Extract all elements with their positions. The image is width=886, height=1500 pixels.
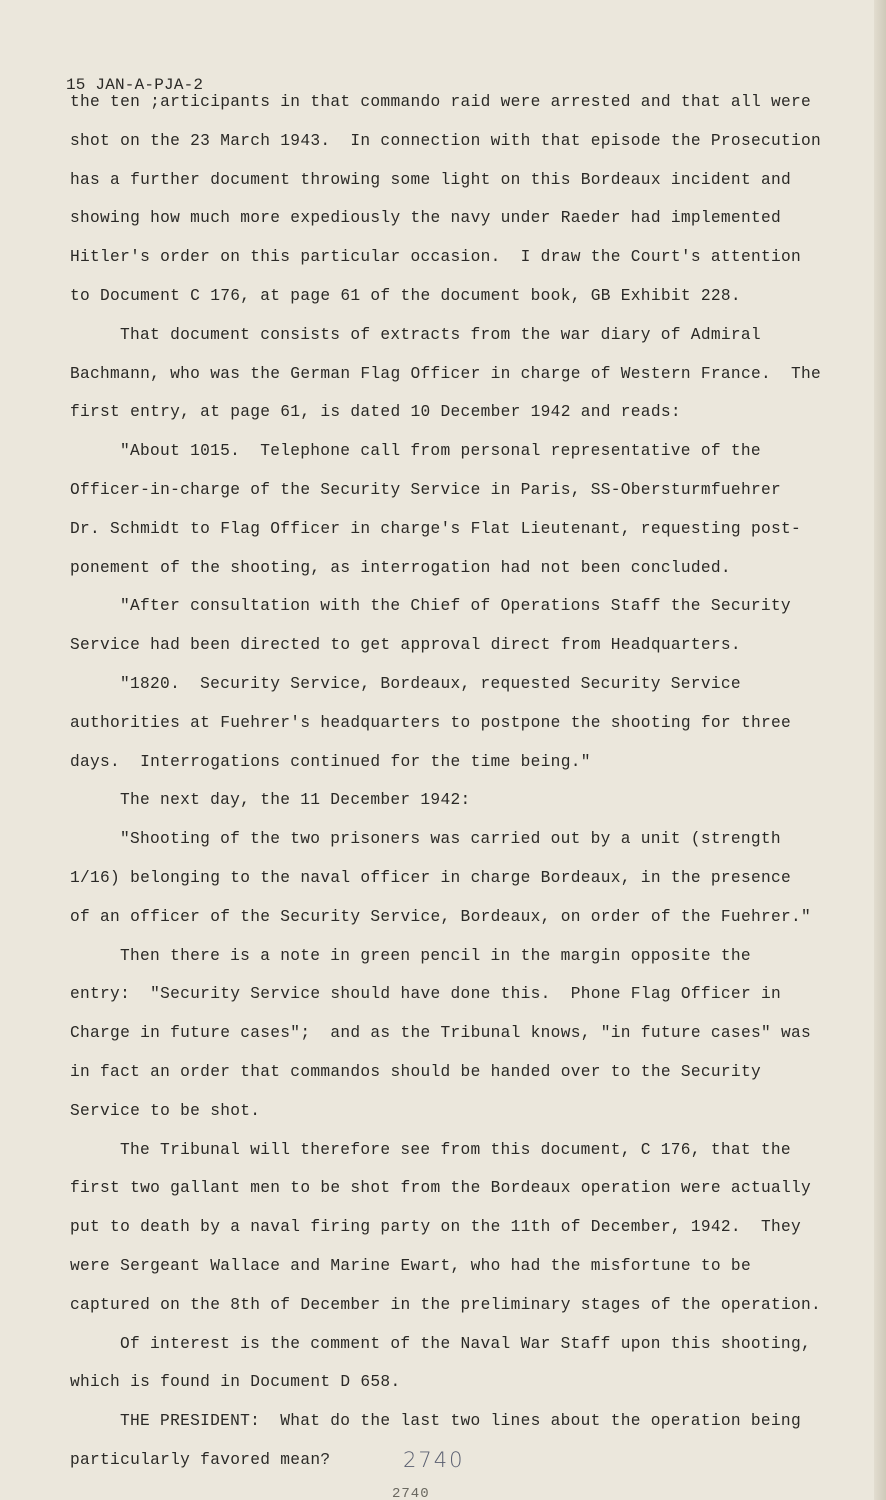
text-line: has a further document throwing some light on this Bordeaux incident and <box>70 170 792 189</box>
stamped-page-number: 2740 <box>392 1486 430 1500</box>
text-line: Of interest is the comment of the Naval War Staff upon this shooting, <box>120 1334 811 1353</box>
text-line: Service to be shot. <box>70 1101 261 1120</box>
text-line: The next day, the 11 December 1942: <box>120 791 471 810</box>
text-line: to Document C 176, at page 61 of the document book, GB Exhibit 228. <box>70 286 741 305</box>
text-line: put to death by a naval firing party on the 11th of December, 1942. They <box>70 1218 802 1237</box>
text-line: Then there is a note in green pencil in the margin opposite the <box>120 946 751 965</box>
text-line: in fact an order that commandos should be handed over to the Security <box>70 1062 761 1081</box>
document-header-id: 15 JAN-A-PJA-2 <box>66 76 204 94</box>
text-line: ponement of the shooting, as interrogation had not been concluded. <box>70 558 731 577</box>
text-line: showing how much more expediously the navy under Raeder had implemented <box>70 209 781 228</box>
text-line: the ten ;articipants in that commando raid were arrested and that all were <box>70 93 812 111</box>
text-line: Officer-in-charge of the Security Service in Paris, SS-Obersturmfuehrer <box>70 480 781 499</box>
text-line: "About 1015. Telephone call from personal representative of the <box>120 442 761 461</box>
text-line: days. Interrogations continued for the time being." <box>70 752 591 771</box>
text-line: shot on the 23 March 1943. In connection with that episode the Prosecution <box>70 131 822 150</box>
text-line: Hitler's order on this particular occasion. I draw the Court's attention <box>70 248 802 267</box>
text-line: "Shooting of the two prisoners was carried out by a unit (strength <box>120 830 781 849</box>
text-line: authorities at Fuehrer's headquarters to postpone the shooting for three <box>70 713 792 732</box>
text-line: entry: "Security Service should have done this. Phone Flag Officer in <box>70 985 781 1004</box>
text-line: Bachmann, who was the German Flag Officer in charge of Western France. The <box>70 364 822 383</box>
text-line: were Sergeant Wallace and Marine Ewart, who had the misfortune to be <box>70 1256 751 1275</box>
text-line: "1820. Security Service, Bordeaux, requested Security Service <box>120 674 741 693</box>
transcript-body <box>70 89 822 1486</box>
text-line: Service had been directed to get approval direct from Headquarters. <box>70 636 741 655</box>
text-line: Dr. Schmidt to Flag Officer in charge's Flat Lieutenant, requesting post- <box>70 519 802 538</box>
text-line: "After consultation with the Chief of Operations Staff the Security <box>120 597 791 616</box>
text-line: Charge in future cases"; and as the Tribunal knows, "in future cases" was <box>70 1024 812 1043</box>
text-line: 1/16) belonging to the naval officer in charge Bordeaux, in the presence <box>70 868 792 887</box>
handwritten-page-number: 2740 <box>403 1448 465 1472</box>
text-line: captured on the 8th of December in the preliminary stages of the operation. <box>70 1295 822 1314</box>
text-line: The Tribunal will therefore see from this document, C 176, that the <box>120 1140 791 1159</box>
text-line: which is found in Document D 658. <box>70 1373 401 1392</box>
text-line: of an officer of the Security Service, Bordeaux, on order of the Fuehrer." <box>70 907 812 926</box>
text-line: first entry, at page 61, is dated 10 December 1942 and reads: <box>70 403 681 422</box>
text-line: THE PRESIDENT: What do the last two lines about the operation being <box>120 1412 801 1431</box>
text-line: particularly favored mean? <box>70 1450 331 1469</box>
page-edge <box>874 0 886 1500</box>
text-line: That document consists of extracts from the war diary of Admiral <box>120 325 761 344</box>
text-line: first two gallant men to be shot from the Bordeaux operation were actually <box>70 1179 812 1198</box>
